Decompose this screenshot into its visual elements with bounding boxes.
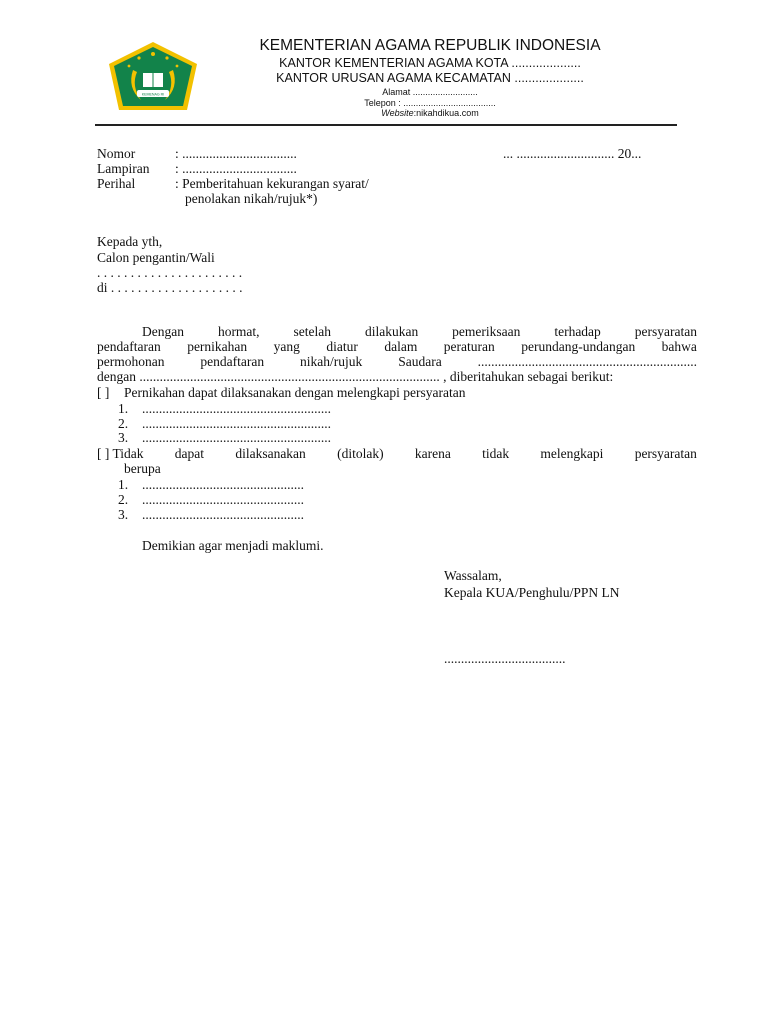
- justified-word: dilakukan: [364, 324, 419, 339]
- office-city: KANTOR KEMENTERIAN AGAMA KOTA ....................: [279, 56, 581, 70]
- website-value: :nikahdikua.com: [413, 108, 479, 118]
- recipient-location: di . . . . . . . . . . . . . . . . . . . .: [97, 280, 243, 295]
- paragraph-line-3: [97, 354, 697, 370]
- option-a-item-1: ........................................................: [142, 401, 331, 416]
- paragraph-line-4: dengan ......................................................................................... , diberitahukan sebagai berikut:: [97, 369, 614, 384]
- ministry-title: KEMENTERIAN AGAMA REPUBLIK INDONESIA: [259, 37, 601, 54]
- website-label: Website: [381, 108, 414, 118]
- option-b-line-2: berupa: [124, 461, 161, 476]
- option-b-item-1-num: 1.: [118, 477, 129, 492]
- option-a-item-2-num: 2.: [118, 416, 129, 431]
- option-b-item-2-num: 2.: [118, 492, 129, 507]
- nomor-label: Nomor: [97, 146, 136, 161]
- justified-word: dalam: [384, 339, 418, 354]
- justified-word: setelah: [293, 324, 331, 339]
- office-district: KANTOR URUSAN AGAMA KECAMATAN ....................: [276, 71, 584, 85]
- signature-blank: ....................................: [444, 651, 566, 666]
- justified-word: tidak: [482, 446, 510, 461]
- recipient-greeting: Kepada yth,: [97, 234, 163, 249]
- justified-word: pernikahan: [187, 339, 248, 354]
- logo-ribbon-text: KEMENAG RI: [141, 92, 165, 97]
- option-b-item-3-num: 3.: [118, 507, 129, 522]
- justified-word: pendaftaran: [200, 354, 265, 369]
- signature-greeting: Wassalam,: [444, 568, 502, 583]
- option-a-item-2: ........................................................: [142, 416, 331, 431]
- signature-title: Kepala KUA/Penghulu/PPN LN: [444, 585, 620, 600]
- lampiran-value: : ..................................: [175, 161, 297, 176]
- justified-word: permohonan: [97, 354, 165, 369]
- justified-word: Dengan: [142, 324, 184, 339]
- justified-word: (ditolak): [337, 446, 384, 461]
- recipient-name: Calon pengantin/Wali: [97, 250, 215, 265]
- perihal-label: Perihal: [97, 176, 136, 191]
- perihal-value: : Pemberitahuan kekurangan syarat/: [175, 176, 369, 191]
- option-a-checkbox: [ ]: [97, 385, 110, 400]
- justified-word: dapat: [174, 446, 205, 461]
- perihal-value-cont: penolakan nikah/rujuk*): [185, 191, 318, 206]
- option-b-line-1: [97, 446, 697, 462]
- justified-word: perundang-undangan: [521, 339, 636, 354]
- justified-word: pemeriksaan: [452, 324, 521, 339]
- date-line: ... ............................. 20...: [503, 146, 642, 161]
- justified-word: persyaratan: [634, 324, 697, 339]
- closing-sentence: Demikian agar menjadi maklumi.: [142, 538, 324, 553]
- justified-word: diatur: [326, 339, 358, 354]
- paragraph-line-1: [142, 324, 697, 340]
- justified-word: [ ] Tidak: [97, 446, 144, 461]
- justified-word: peraturan: [443, 339, 495, 354]
- justified-word: nikah/rujuk: [300, 354, 363, 369]
- justified-word: yang: [273, 339, 300, 354]
- paragraph-line-2: [97, 339, 697, 355]
- justified-word: pendaftaran: [97, 339, 161, 354]
- recipient-blank: . . . . . . . . . . . . . . . . . . . . . .: [97, 265, 243, 280]
- justified-word: persyaratan: [634, 446, 697, 461]
- justified-word: bahwa: [661, 339, 697, 354]
- option-a-item-3: ........................................................: [142, 430, 331, 445]
- header-divider: [95, 124, 677, 126]
- justified-word: terhadap: [554, 324, 601, 339]
- justified-word: melengkapi: [540, 446, 604, 461]
- option-a-item-3-num: 3.: [118, 430, 129, 445]
- lampiran-label: Lampiran: [97, 161, 150, 176]
- option-a-text: Pernikahan dapat dilaksanakan dengan melengkapi persyaratan: [124, 385, 466, 400]
- phone-line: Telepon : .....................................: [364, 98, 496, 108]
- option-b-item-3: ................................................: [142, 507, 304, 522]
- justified-word: hormat,: [217, 324, 260, 339]
- justified-word: .................................................................: [477, 354, 697, 369]
- option-b-item-1: ................................................: [142, 477, 304, 492]
- website-line: [140, 108, 720, 118]
- justified-word: Saudara: [398, 354, 442, 369]
- option-b-item-2: ................................................: [142, 492, 304, 507]
- address-line: Alamat ..........................: [382, 87, 478, 97]
- justified-word: dilaksanakan: [235, 446, 306, 461]
- nomor-value: : ..................................: [175, 146, 297, 161]
- justified-word: karena: [414, 446, 451, 461]
- option-a-item-1-num: 1.: [118, 401, 129, 416]
